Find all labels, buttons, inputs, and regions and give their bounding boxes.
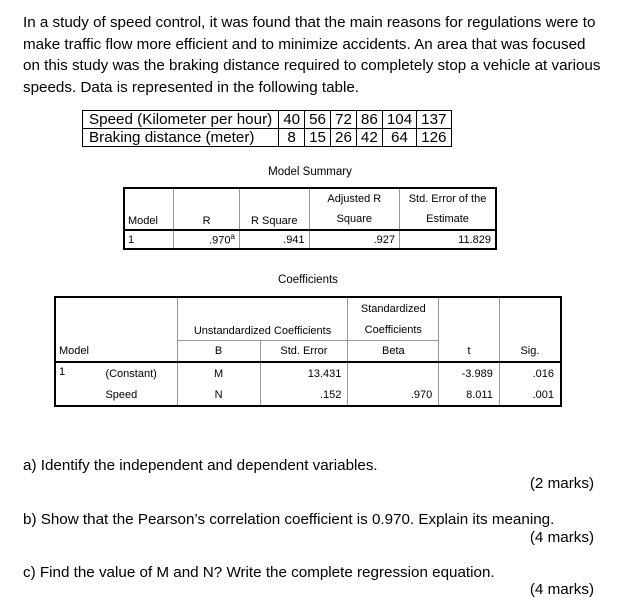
model-summary-title: Model Summary (268, 166, 352, 178)
cell-speed-t: 8.011 (439, 385, 500, 406)
question-a-marks: (2 marks) (529, 475, 594, 492)
table-cell: 104 (382, 111, 416, 129)
cell-model: 1 (124, 230, 174, 249)
intro-paragraph: In a study of speed control, it was found that the main reasons for regulations were to make traffic flow more efficient and to minimize accidents. An area that was focused on this study was the braking distance required to completely stop a vehicle at various speeds. Data is represented in the following table. (23, 14, 601, 96)
table-row (124, 188, 496, 209)
table-cell: 86 (356, 111, 382, 129)
table-row (124, 230, 496, 249)
r-footnote: a (230, 232, 235, 242)
question-b: b) Show that the Pearson’s correlation coefficient is 0.970. Explain its meaning. (23, 511, 555, 528)
header-beta: Beta (348, 341, 439, 363)
cell-constant-se: 13.431 (260, 362, 348, 385)
table-cell: 40 (279, 111, 305, 129)
cell-speed-b: N (177, 385, 260, 406)
header-model: Model (124, 188, 174, 230)
cell-constant-beta (348, 362, 439, 385)
cell-speed-label: Speed (101, 385, 177, 406)
header-std-error-line1: Std. Error of the (400, 188, 496, 209)
header-b: B (177, 341, 260, 363)
question-a: a) Identify the independent and dependent variables. (23, 457, 378, 474)
header-std-error: Std. Error (260, 341, 348, 363)
table-row (83, 111, 452, 129)
header-model: Model (55, 341, 177, 363)
header-r: R (174, 188, 240, 230)
cell-std-error: 11.829 (400, 230, 496, 249)
table-cell: 42 (356, 129, 382, 147)
table-cell: 126 (417, 129, 451, 147)
question-c: c) Find the value of M and N? Write the complete regression equation. (23, 564, 495, 581)
cell-r (174, 230, 240, 249)
cell-model-number: 1 (55, 362, 101, 406)
header-standardized-line1: Standardized (348, 297, 439, 319)
header-r-square: R Square (239, 188, 309, 230)
model-summary-table (123, 187, 497, 250)
cell-constant-t: -3.989 (439, 362, 500, 385)
cell-constant-b: M (177, 362, 260, 385)
coefficients-table (54, 296, 562, 407)
cell-constant-sig: .016 (499, 362, 561, 385)
table-row (55, 341, 561, 363)
header-std-error-line2: Estimate (400, 209, 496, 230)
header-t: t (439, 341, 500, 363)
header-adjusted-r-line1: Adjusted R (309, 188, 399, 209)
header-adjusted-r-line2: Square (309, 209, 399, 230)
cell-constant-label: (Constant) (101, 362, 177, 385)
cell-adjusted-r: .927 (309, 230, 399, 249)
row-label-braking: Braking distance (meter) (83, 129, 279, 147)
row-label-speed: Speed (Kilometer per hour) (83, 111, 279, 129)
header-sig: Sig. (499, 341, 561, 363)
question-b-marks: (4 marks) (529, 529, 594, 546)
table-cell: 15 (305, 129, 331, 147)
table-cell: 56 (305, 111, 331, 129)
table-row (55, 362, 561, 385)
table-row (55, 297, 561, 319)
r-value: .970 (209, 234, 231, 247)
table-cell: 72 (331, 111, 357, 129)
cell-speed-sig: .001 (499, 385, 561, 406)
table-cell: 8 (279, 129, 305, 147)
table-cell: 64 (382, 129, 416, 147)
header-blank (439, 297, 500, 341)
table-row (55, 385, 561, 406)
header-unstandardized: Unstandardized Coefficients (177, 297, 348, 341)
header-blank (499, 297, 561, 341)
question-c-marks: (4 marks) (529, 581, 594, 598)
speed-braking-table (82, 110, 452, 147)
cell-r-square: .941 (239, 230, 309, 249)
cell-speed-se: .152 (260, 385, 348, 406)
table-cell: 137 (417, 111, 451, 129)
table-cell: 26 (331, 129, 357, 147)
coefficients-title: Coefficients (278, 274, 338, 286)
cell-speed-beta: .970 (348, 385, 439, 406)
header-blank (55, 297, 177, 341)
header-standardized-line2: Coefficients (348, 319, 439, 341)
table-row (83, 129, 452, 147)
